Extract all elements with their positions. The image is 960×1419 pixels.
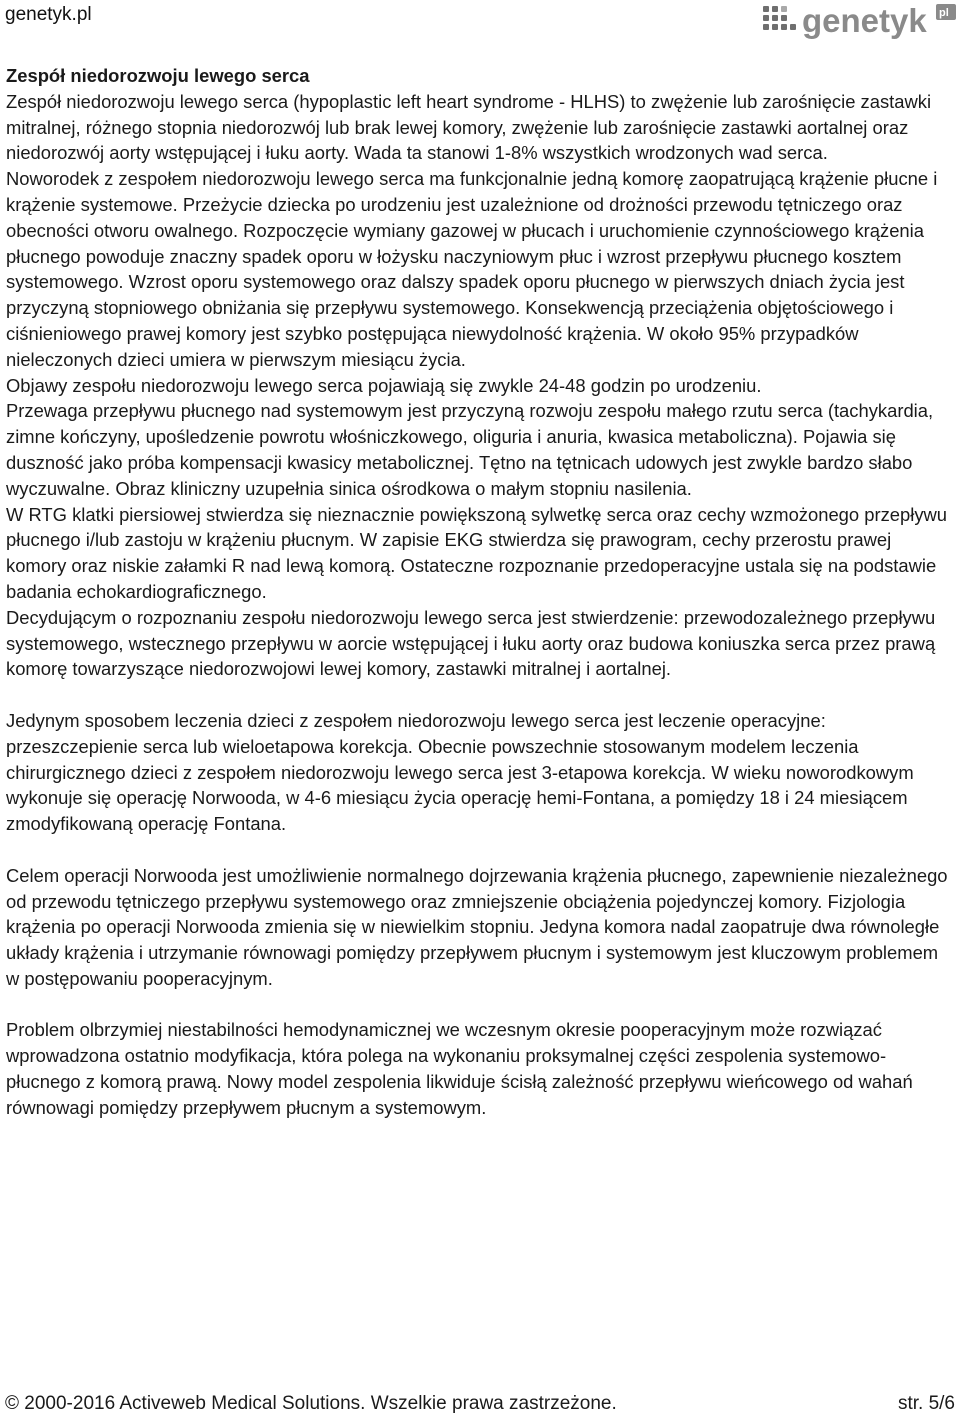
paragraph: Objawy zespołu niedorozwoju lewego serca pojawiają się zwykle 24-48 godzin po urodzeniu. bbox=[6, 374, 762, 396]
footer-page-number: str. 5/6 bbox=[897, 1393, 955, 1414]
article-title: Zespół niedorozwoju lewego serca bbox=[6, 65, 310, 86]
logo-wordmark: genetyk bbox=[802, 2, 927, 39]
article-content bbox=[6, 63, 956, 1121]
paragraph: Przewaga przepływu płucnego nad systemowym jest przyczyną rozwoju zespołu małego rzutu serca (tachykardia, zimne kończyny, upośledzenie powrotu włośniczkowego, oliguria i anuria, kwasica metaboliczna). Pojawia się duszność jako próba kompensacji kwasicy metabolicznej. Tętno na tętnicach udowych jest zwykle bardzo słabo wyczuwalne. Obraz kliniczny uzupełnia sinica ośrodkowa o małym stopniu nasilenia. bbox=[6, 400, 934, 499]
logo-badge-text: pl bbox=[939, 7, 949, 19]
genetyk-logo bbox=[760, 0, 960, 44]
paragraph: Noworodek z zespołem niedorozwoju lewego serca ma funkcjonalnie jedną komorę zaopatrującą krążenie płucne i krążenie systemowe. Przeżycie dziecka po urodzeniu jest uzależnione od drożności przewodu tętniczego oraz obecności otworu owalnego. Rozpoczęcie wymiany gazowej w płucach i uruchomienie czynnościowego krążenia płucnego powoduje znaczny spadek oporu w łożysku naczyniowym płuc i wzrost przepływu płucnego kosztem systemowego. Wzrost oporu systemowego oraz dalszy spadek oporu płucnego w pierwszych dniach życia jest przyczyną stopniowego obniżania się przepływu systemowego. Konsekwencją przeciążenia objętościowego i ciśnieniowego prawej komory jest szybko postępująca niewydolność krążenia. W około 95% przypadków nieleczonych dzieci umiera w pierwszym miesiącu życia. bbox=[6, 168, 938, 370]
paragraph-norwood: Celem operacji Norwooda jest umożliwienie normalnego dojrzewania krążenia płucnego, zapewnienie niezależnego od przewodu tętniczego przepływu systemowego oraz zmniejszenie obciążenia pojedynczej komory. Fizjologia krążenia po operacji Norwooda zmienia się w niewielkim stopniu. Jedyna komora nadal zaopatruje dwa równoległe układy krążenia i utrzymanie równowagi pomiędzy przepływem płucnym i systemowym jest kluczowym problemem w postępowaniu pooperacyjnym. bbox=[6, 864, 948, 989]
logo-dots-icon bbox=[763, 6, 796, 30]
paragraph: Zespół niedorozwoju lewego serca (hypoplastic left heart syndrome - HLHS) to zwężenie lub zarośnięcie zastawki mitralnej, różnego stopnia niedorozwój lub brak lewej komory, zwężenie lub zarośnięcie zastawki aortalnej oraz niedorozwój aorty wstępującej i łuku aorty. Wada ta stanowi 1-8% wszystkich wrodzonych wad serca. bbox=[6, 90, 932, 164]
site-name: genetyk.pl bbox=[5, 4, 92, 25]
paragraph: Decydującym o rozpoznaniu zespołu niedorozwoju lewego serca jest stwierdzenie: przewodozależnego przepływu systemowego, wstecznego przepływu w aorcie wstępującej i łuku aorty oraz budowa koniuszka serca przez prawą komorę towarzyszące niedorozwojowi lewej komory, zastawki mitralnej i aortalnej. bbox=[6, 606, 936, 680]
paragraph-modification: Problem olbrzymiej niestabilności hemodynamicznej we wczesnym okresie pooperacyjnym może rozwiązać wprowadzona ostatnio modyfikacja, która polega na wykonaniu proksymalnej części zespolenia systemowo-płucnego z komorą prawą. Nowy model zespolenia likwiduje ścisłą zależność przepływu wieńcowego od wahań równowagi pomiędzy przepływem płucnym a systemowym. bbox=[6, 1019, 913, 1118]
paragraph: W RTG klatki piersiowej stwierdza się nieznacznie powiększoną sylwetkę serca oraz cechy wzmożonego przepływu płucnego i/lub zastoju w krążeniu płucnym. W zapisie EKG stwierdza się prawogram, cechy przerostu prawej komory oraz niskie załamki R nad lewą komorą. Ostateczne rozpoznanie przedoperacyjne ustala się na podstawie badania echokardiograficznego. bbox=[6, 503, 948, 602]
paragraph-treatment: Jedynym sposobem leczenia dzieci z zespołem niedorozwoju lewego serca jest leczenie operacyjne: przeszczepienie serca lub wieloetapowa korekcja. Obecnie powszechnie stosowanym modelem leczenia chirurgicznego dzieci z zespołem niedorozwoju lewego serca jest 3-etapowa korekcja. W wieku noworodkowym wykonuje się operację Norwooda, w 4-6 miesiącu życia operację hemi-Fontana, a pomiędzy 18 i 24 miesiącem zmodyfikowaną operację Fontana. bbox=[6, 709, 914, 835]
footer-copyright: © 2000-2016 Activeweb Medical Solutions. Wszelkie prawa zastrzeżone. bbox=[5, 1393, 617, 1414]
